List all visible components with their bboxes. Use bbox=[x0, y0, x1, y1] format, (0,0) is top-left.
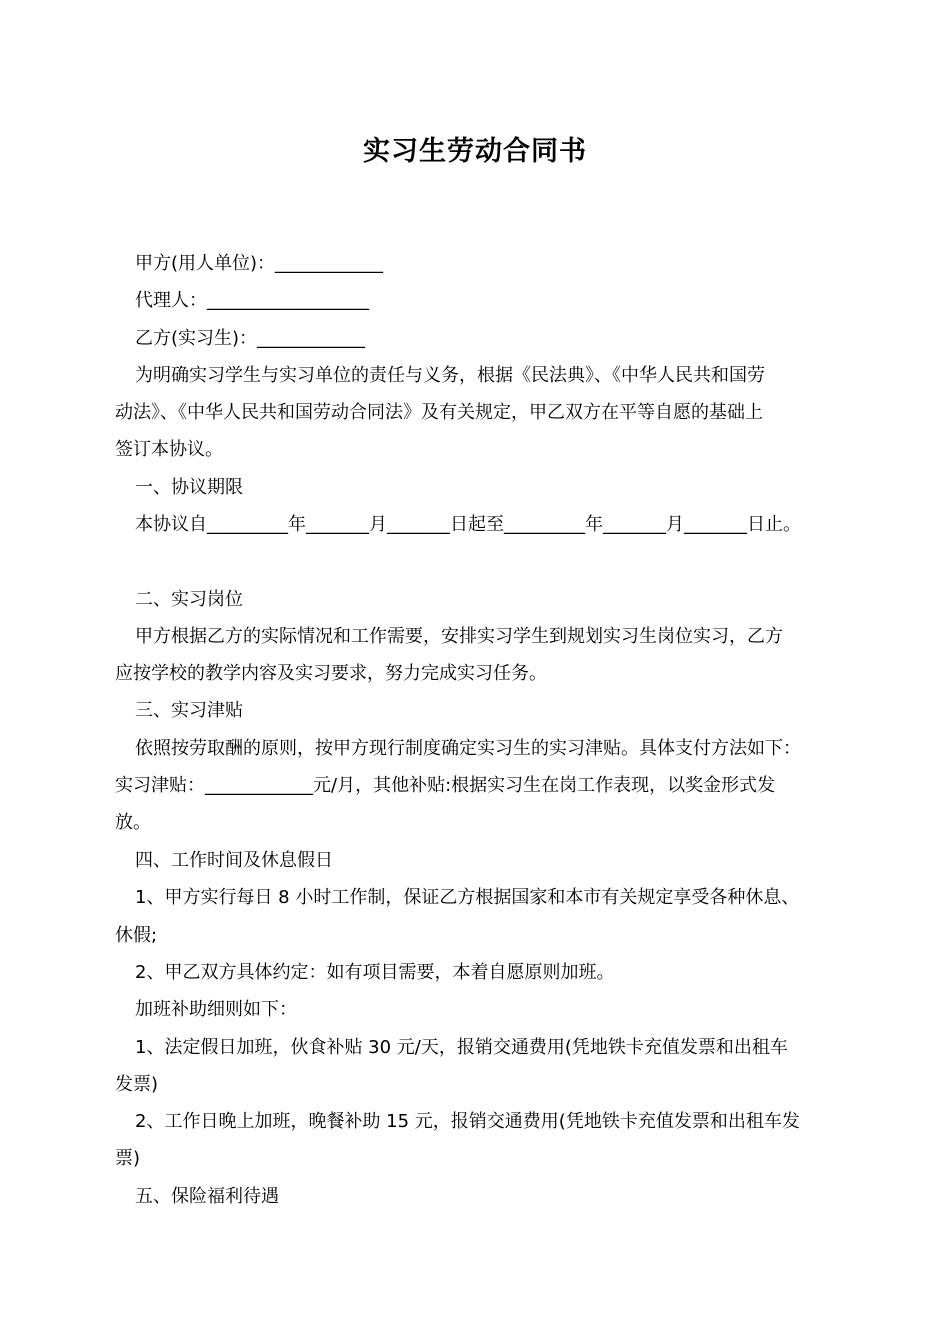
section-3-heading: 三、实习津贴 bbox=[135, 700, 243, 721]
preamble-line-3: 签订本协议。 bbox=[115, 439, 223, 460]
agent-line: 代理人：__________________ bbox=[135, 290, 369, 311]
allowance-line-1: 依照按劳取酬的原则，按甲方现行制度确定实习生的实习津贴。具体支付方法如下： bbox=[135, 738, 801, 759]
document-title: 实习生劳动合同书 bbox=[363, 136, 587, 167]
post-line-1: 甲方根据乙方的实际情况和工作需要，安排实习学生到规划实习生岗位实习，乙方 bbox=[135, 626, 783, 647]
preamble-line-2: 动法》、《中华人民共和国劳动合同法》及有关规定，甲乙双方在平等自愿的基础上 bbox=[115, 402, 763, 423]
overtime-rule-1-line-2: 发票) bbox=[115, 1074, 159, 1095]
allowance-line-3: 放。 bbox=[115, 812, 151, 833]
allowance-line-2: 实习津贴：____________元/月，其他补贴:根据实习生在岗工作表现，以奖金形式发 bbox=[115, 775, 776, 796]
overtime-line: 2、甲乙双方具体约定：如有项目需要，本着自愿原则加班。 bbox=[135, 962, 615, 983]
party-a-line: 甲方(用人单位)：____________ bbox=[135, 253, 384, 274]
overtime-rules-heading: 加班补助细则如下： bbox=[135, 999, 297, 1020]
agreement-term-line: 本协议自_________年_______月_______日起至_________年_______月_______日止。 bbox=[135, 514, 801, 535]
overtime-rule-2-line-2: 票) bbox=[115, 1148, 141, 1169]
section-1-heading: 一、协议期限 bbox=[135, 477, 243, 498]
section-5-heading: 五、保险福利待遇 bbox=[135, 1186, 279, 1207]
preamble-line-1: 为明确实习学生与实习单位的责任与义务，根据《民法典》、《中华人民共和国劳 bbox=[135, 365, 765, 386]
post-line-2: 应按学校的教学内容及实习要求，努力完成实习任务。 bbox=[115, 663, 547, 684]
overtime-rule-2-line-1: 2、工作日晚上加班，晚餐补助 15 元，报销交通费用(凭地铁卡充值发票和出租车发 bbox=[135, 1111, 800, 1132]
section-2-heading: 二、实习岗位 bbox=[135, 589, 243, 610]
party-b-line: 乙方(实习生)：____________ bbox=[135, 328, 366, 349]
worktime-line-1: 1、甲方实行每日 8 小时工作制，保证乙方根据国家和本市有关规定享受各种休息、 bbox=[135, 887, 800, 908]
worktime-line-2: 休假; bbox=[115, 925, 158, 946]
overtime-rule-1-line-1: 1、法定假日加班，伙食补贴 30 元/天，报销交通费用(凭地铁卡充值发票和出租车 bbox=[135, 1037, 788, 1058]
section-4-heading: 四、工作时间及休息假日 bbox=[135, 850, 333, 871]
